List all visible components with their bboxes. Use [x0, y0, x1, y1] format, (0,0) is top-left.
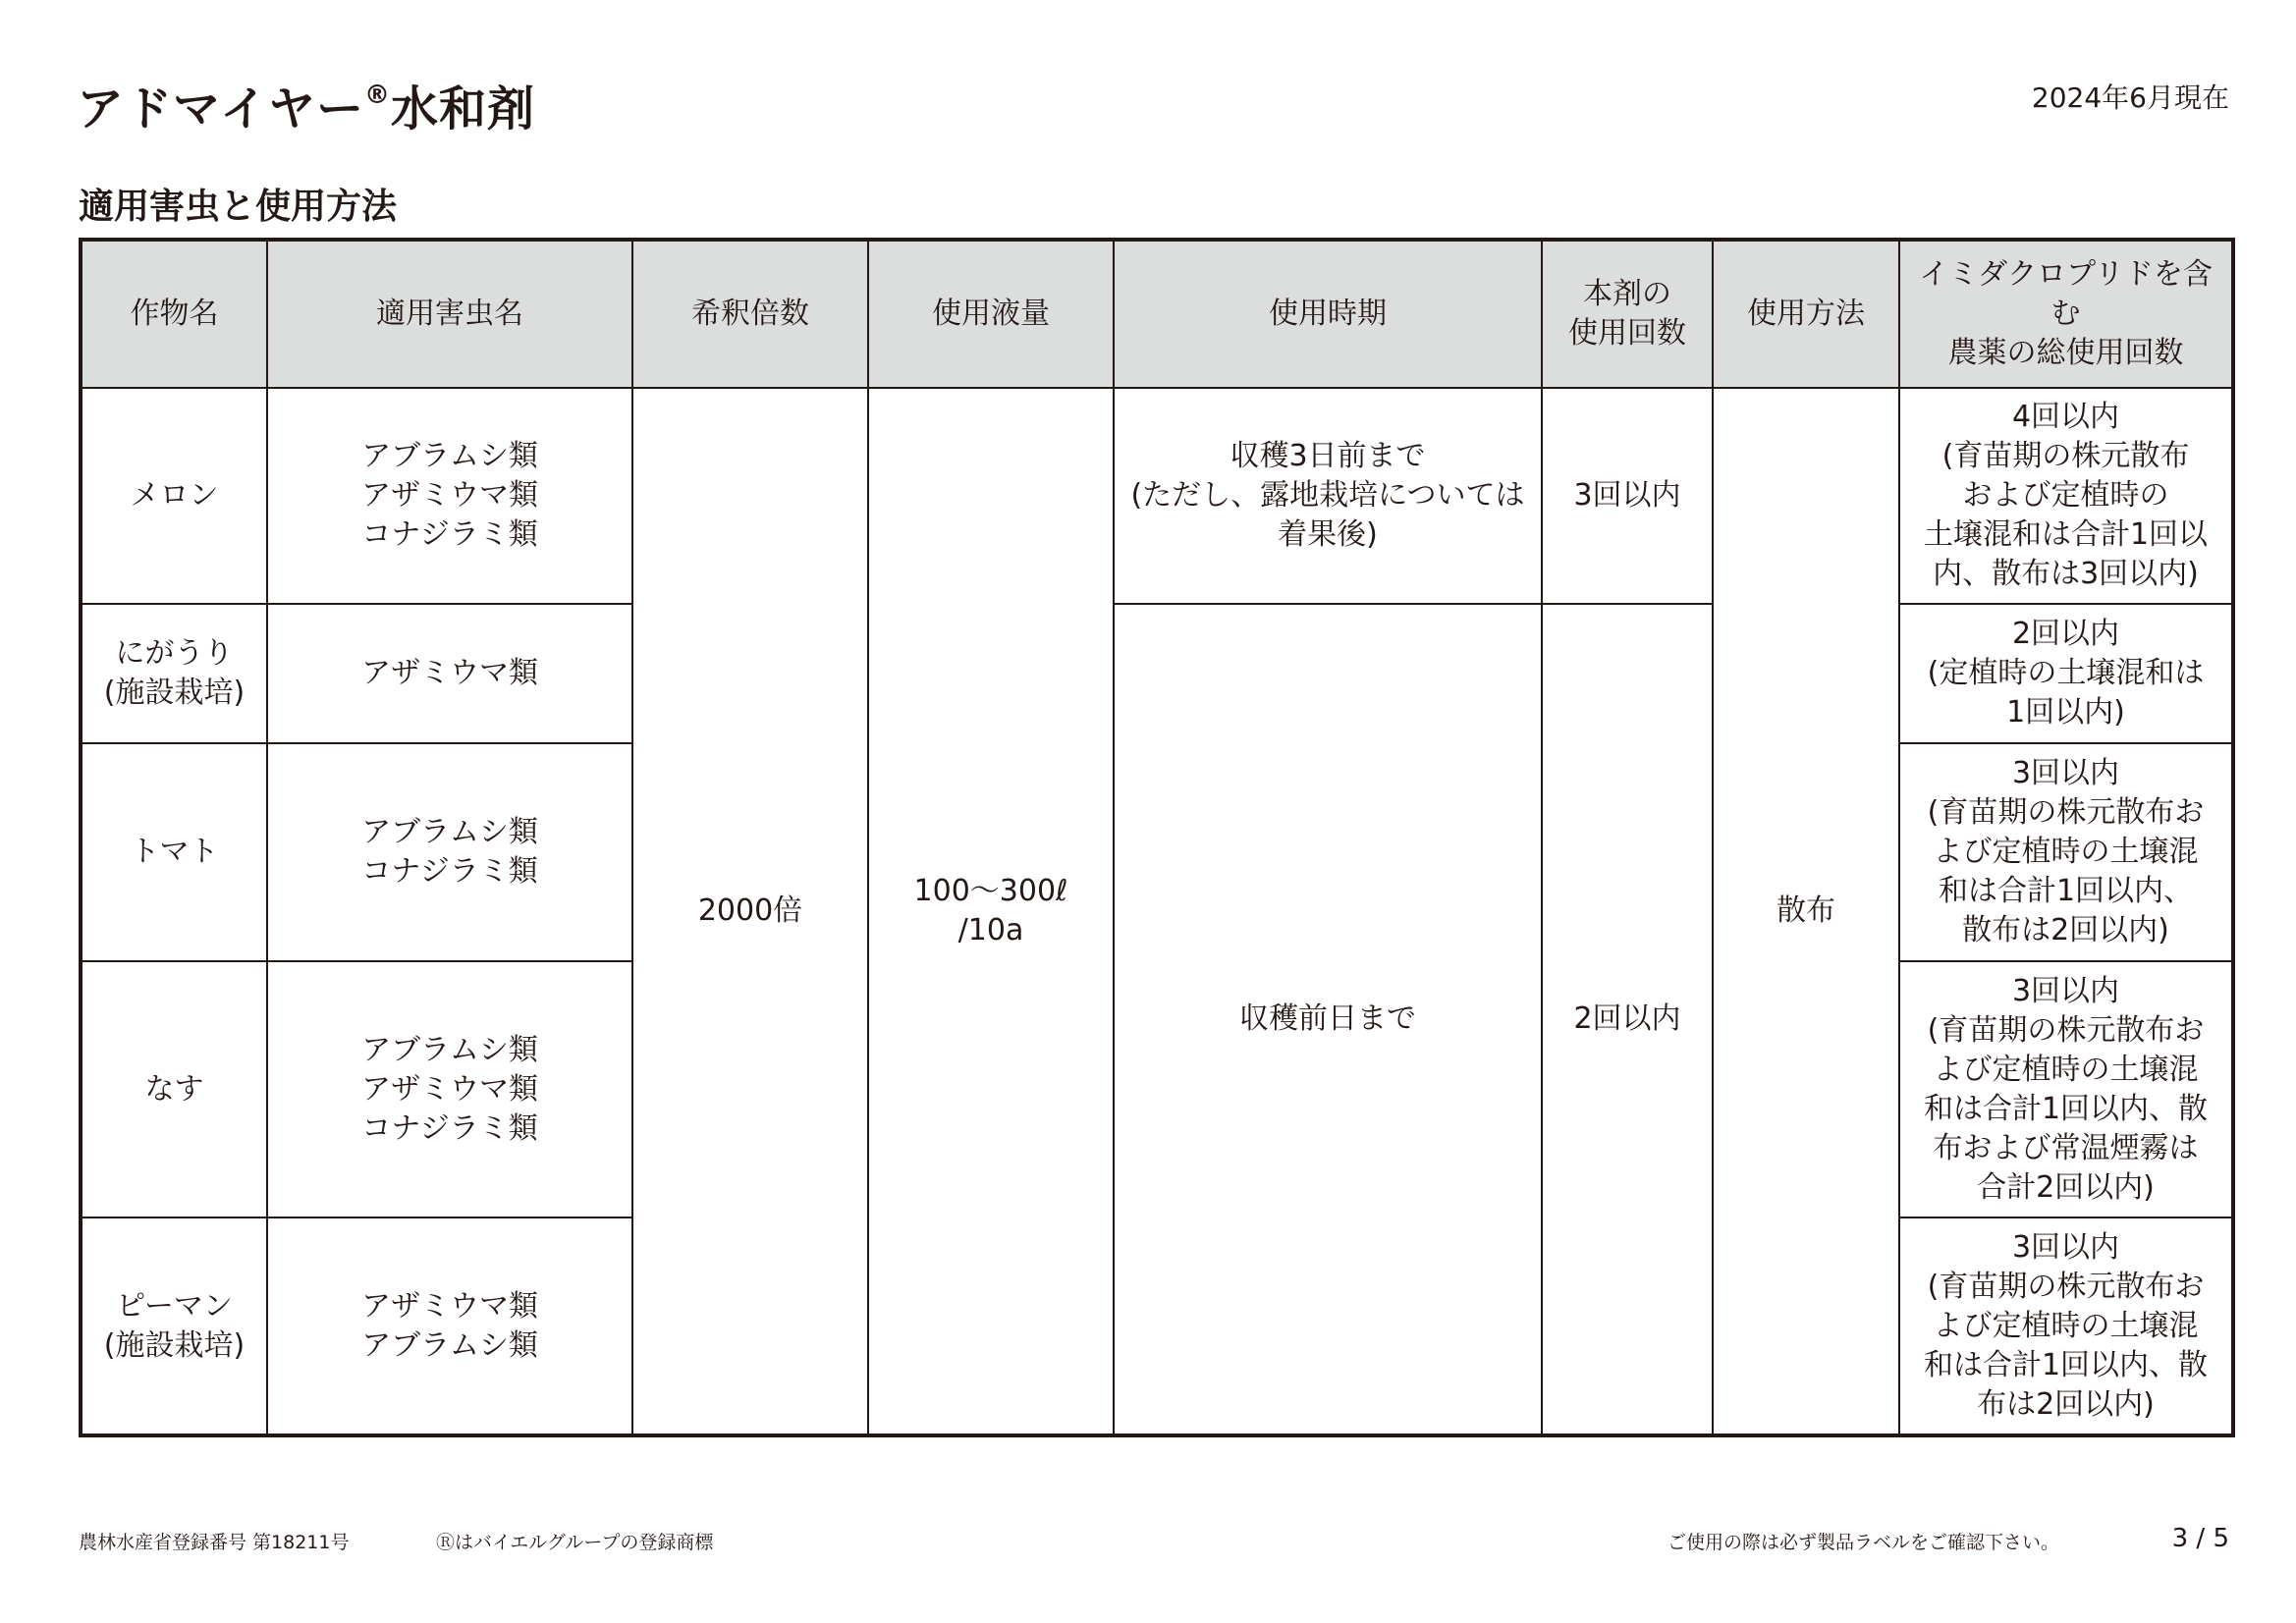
label-notice: ご使用の際は必ず製品ラベルをご確認下さい。	[1667, 1532, 2060, 1553]
pest-cell: アブラムシ類 コナジラミ類	[267, 743, 632, 961]
count-cell: 3回以内	[1542, 388, 1713, 604]
usage-table	[79, 238, 2235, 1437]
header-method: 使用方法	[1713, 240, 1899, 388]
pest-cell: アブラムシ類 アザミウマ類 コナジラミ類	[267, 388, 632, 604]
table-row	[81, 388, 2233, 604]
header-dilution: 希釈倍数	[632, 240, 868, 388]
header-timing: 使用時期	[1114, 240, 1542, 388]
header-crop: 作物名	[81, 240, 267, 388]
crop-cell: なす	[81, 961, 267, 1217]
crop-cell: ピーマン (施設栽培)	[81, 1217, 267, 1435]
pest-cell: アザミウマ類	[267, 604, 632, 743]
total-cell: 2回以内 (定植時の土壌混和は 1回以内)	[1899, 604, 2233, 743]
header-row	[81, 240, 2233, 388]
method-cell: 散布	[1713, 388, 1899, 1435]
timing-cell: 収穫前日まで	[1114, 604, 1542, 1435]
header-pest: 適用害虫名	[267, 240, 632, 388]
pest-cell: アザミウマ類 アブラムシ類	[267, 1217, 632, 1435]
crop-cell: にがうり (施設栽培)	[81, 604, 267, 743]
registered-mark: ®	[364, 81, 392, 110]
page-number: 3 / 5	[2171, 1524, 2229, 1553]
total-cell: 4回以内 (育苗期の株元散布 および定植時の 土壌混和は合計1回以 内、散布は3回以内)	[1899, 388, 2233, 604]
volume-cell: 100〜300ℓ /10a	[868, 388, 1114, 1435]
total-cell: 3回以内 (育苗期の株元散布お よび定植時の土壌混 和は合計1回以内、 散布は2回以内)	[1899, 743, 2233, 961]
total-cell: 3回以内 (育苗期の株元散布お よび定植時の土壌混 和は合計1回以内、散 布および常温煙霧は 合計2回以内)	[1899, 961, 2233, 1217]
header-volume: 使用液量	[868, 240, 1114, 388]
dilution-cell: 2000倍	[632, 388, 868, 1435]
total-cell: 3回以内 (育苗期の株元散布お よび定植時の土壌混 和は合計1回以内、散 布は2回以内)	[1899, 1217, 2233, 1435]
crop-cell: トマト	[81, 743, 267, 961]
header-count: 本剤の 使用回数	[1542, 240, 1713, 388]
pest-cell: アブラムシ類 アザミウマ類 コナジラミ類	[267, 961, 632, 1217]
count-cell: 2回以内	[1542, 604, 1713, 1435]
table-row	[81, 604, 2233, 743]
document-title	[77, 71, 535, 138]
registration-number: 農林水産省登録番号 第18211号	[79, 1532, 350, 1553]
header-total: イミダクロプリドを含む 農薬の総使用回数	[1899, 240, 2233, 388]
section-title: 適用害虫と使用方法	[79, 187, 398, 227]
crop-cell: メロン	[81, 388, 267, 604]
timing-cell: 収穫3日前まで (ただし、露地栽培については 着果後)	[1114, 388, 1542, 604]
trademark-note: Ⓡはバイエルグループの登録商標	[436, 1532, 714, 1553]
product-name: アドマイヤー	[77, 81, 365, 136]
product-type: 水和剤	[391, 81, 536, 136]
as-of-date: 2024年6月現在	[2031, 81, 2229, 114]
